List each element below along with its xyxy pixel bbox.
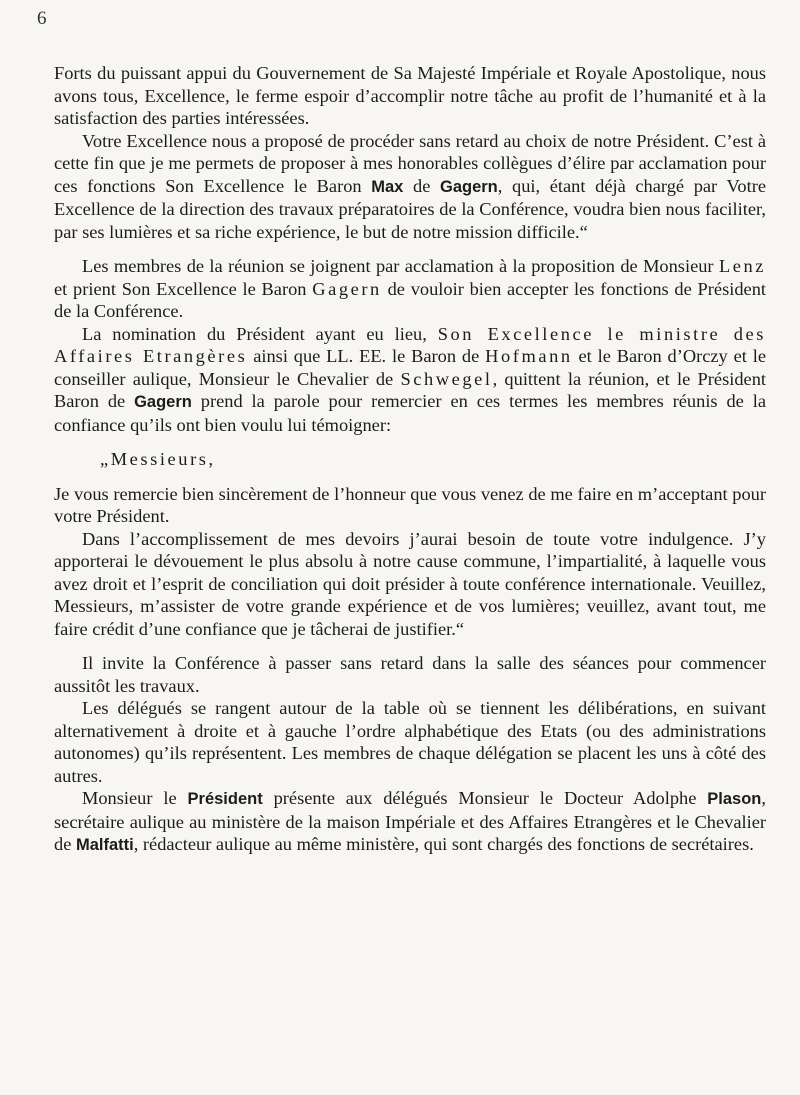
name-gagern-spaced: Gagern: [312, 278, 382, 299]
paragraph-6: Dans l’accomplissement de mes devoirs j’aurai besoin de toute votre indulgence. J’y apporterai le dévouement le plus absolu à notre cause commune, l’impartialité, à laquelle vous avez droit et l’esprit de conciliation qui doit présider à toute conférence internationale. Veuillez, Messieurs, m’assister de votre grande expérience et de vos lumières; veuillez, avant tout, me faire crédit d’une confiance que je tâcherai de justifier.“: [54, 528, 766, 639]
salutation: „Messieurs,: [100, 449, 216, 469]
paragraph-1: Forts du puissant appui du Gouvernement de Sa Majesté Impériale et Royale Apostolique, nous avons tous, Excellence, le ferme espoir d’accomplir notre tâche au profit de l’humanité et à la satisfaction des parties intéressées.: [54, 63, 766, 128]
name-lenz: Lenz: [718, 256, 766, 276]
paragraph-9: Monsieur le Président présente aux délégués Monsieur le Docteur Adolphe Plason, secrétaire aulique au ministère de la maison Impériale et des Affaires Etrangères et le Chevalier de Malfatti, rédacteur aulique au même ministère, qui sont chargés des fonctions de secrétaires.: [54, 788, 766, 854]
paragraph-5: Je vous remercie bien sincèrement de l’honneur que vous venez de me faire en m’acceptant pour votre Président.: [54, 483, 766, 526]
paragraph-4: La nomination du Président ayant eu lieu, Son Excellence le ministre des Affaires Etrangères ainsi que LL. EE. le Baron de Hofmann et le Baron d’Orczy et le conseiller aulique, Monsieur le Chevalier de Schwegel, quittent la réunion, et le Président Baron de Gagern prend la parole pour remercier en ces termes les membres réunis de la confiance qu’ils ont bien voulu lui témoigner:: [54, 323, 766, 435]
body-text: [54, 62, 766, 857]
minister-title: Son Excellence le ministre des Affaires Etrangères: [54, 323, 766, 366]
name-gagern: Gagern: [440, 177, 498, 196]
president-label: Président: [187, 790, 263, 808]
name-gagern-bold: Gagern: [134, 393, 192, 411]
name-hofmann: Hofmann: [485, 346, 573, 366]
paragraph-7: Il invite la Conférence à passer sans retard dans la salle des séances pour commencer aussitôt les travaux.: [54, 653, 766, 696]
paragraph-3: Les membres de la réunion se joignent par acclamation à la proposition de Monsieur Lenz et prient Son Excellence le Baron Gagern de vouloir bien accepter les fonctions de Président de la Conférence.: [54, 256, 766, 321]
paragraph-8: Les délégués se rangent autour de la table où se tiennent les délibérations, en suivant alternativement à droite et à gauche l’ordre alphabétique des Etats (ou des administrations autonomes) qu’ils représentent. Les membres de chaque délégation se placent les uns à côté des autres.: [54, 698, 766, 786]
name-malfatti: Malfatti: [75, 836, 134, 854]
paragraph-2: Votre Excellence nous a proposé de procéder sans retard au choix de notre Président. C’est à cette fin que je me permets de proposer à mes honorables collègues d’élire par acclamation pour ces fonctions Son Excellence le Baron Max de Gagern, qui, étant déjà chargé par Votre Excellence de la direction des travaux préparatoires de la Conférence, voudra bien nous faciliter, par ses lumières et sa riche expérience, le but de notre mission difficile.“: [54, 130, 766, 242]
name-plason: Plason: [707, 790, 762, 808]
page-number: 6: [37, 8, 47, 29]
name-max: Max: [371, 177, 404, 196]
name-schwegel: Schwegel: [400, 368, 493, 389]
